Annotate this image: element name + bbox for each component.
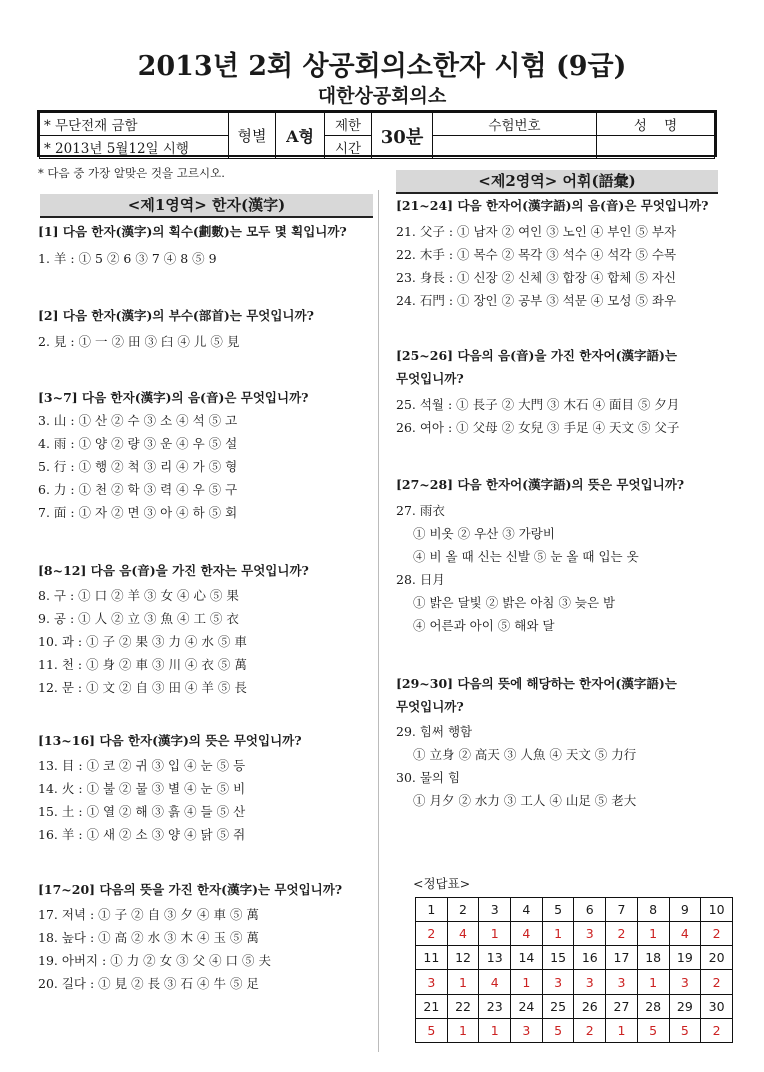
answer-number-cell: 10 bbox=[701, 898, 733, 922]
answer-value-cell: 2 bbox=[701, 970, 733, 994]
answer-number-cell: 3 bbox=[479, 898, 511, 922]
type-value: A형 bbox=[276, 113, 325, 159]
section2-heading: <제2영역> 어휘(語彙) bbox=[396, 170, 718, 194]
left-question-line: 10. 과 : ① 子 ② 果 ③ 力 ④ 水 ⑤ 車 bbox=[38, 634, 247, 649]
right-question-heading: 무엇입니까? bbox=[396, 371, 464, 386]
answer-number-cell: 23 bbox=[479, 994, 511, 1018]
answer-number-cell: 28 bbox=[637, 994, 669, 1018]
right-question-heading: [29~30] 다음의 뜻에 해당하는 한자어(漢字語)는 bbox=[396, 676, 677, 691]
left-question-heading: [13~16] 다음 한자(漢字)의 뜻은 무엇입니까? bbox=[38, 733, 302, 748]
answer-number-cell: 4 bbox=[511, 898, 543, 922]
left-question-line: 14. 火 : ① 불 ② 물 ③ 별 ④ 눈 ⑤ 비 bbox=[38, 781, 246, 796]
answer-value-cell: 5 bbox=[637, 1018, 669, 1042]
time-label-2: 시간 bbox=[325, 136, 372, 159]
answer-value-cell: 4 bbox=[511, 922, 543, 946]
right-question-line: 24. 石門 : ① 장인 ② 공부 ③ 석문 ④ 모성 ⑤ 좌우 bbox=[396, 293, 677, 308]
answer-number-cell: 20 bbox=[701, 946, 733, 970]
left-question-line: 9. 공 : ① 人 ② 立 ③ 魚 ④ 工 ⑤ 衣 bbox=[38, 611, 239, 626]
answer-number-cell: 7 bbox=[606, 898, 638, 922]
type-label: 형별 bbox=[229, 113, 276, 159]
right-question-heading: [21~24] 다음 한자어(漢字語)의 음(音)은 무엇입니까? bbox=[396, 198, 709, 213]
left-question-line: 15. 土 : ① 열 ② 해 ③ 흙 ④ 들 ⑤ 산 bbox=[38, 804, 246, 819]
time-value: 30분 bbox=[372, 113, 433, 159]
name-label: 성 명 bbox=[597, 113, 715, 136]
note-copyright: * 무단전재 금함 bbox=[40, 113, 229, 136]
answer-value-cell: 3 bbox=[574, 922, 606, 946]
answer-number-cell: 6 bbox=[574, 898, 606, 922]
left-question-line: 1. 羊 : ① 5 ② 6 ③ 7 ④ 8 ⑤ 9 bbox=[38, 251, 217, 266]
exam-number-field[interactable] bbox=[433, 136, 597, 159]
answer-number-cell: 22 bbox=[447, 994, 479, 1018]
left-question-heading: [17~20] 다음의 뜻을 가진 한자(漢字)는 무엇입니까? bbox=[38, 882, 343, 897]
left-question-line: 7. 面 : ① 자 ② 면 ③ 아 ④ 하 ⑤ 회 bbox=[38, 505, 238, 520]
answer-value-cell: 4 bbox=[447, 922, 479, 946]
left-question-heading: [3~7] 다음 한자(漢字)의 음(音)은 무엇입니까? bbox=[38, 390, 309, 405]
left-question-line: 18. 높다 : ① 高 ② 水 ③ 木 ④ 玉 ⑤ 萬 bbox=[38, 930, 259, 945]
answer-value-cell: 3 bbox=[669, 970, 701, 994]
right-question-line: ① 비옷 ② 우산 ③ 가랑비 bbox=[413, 526, 555, 541]
right-question-line: 23. 身長 : ① 신장 ② 신체 ③ 합장 ④ 합체 ⑤ 자신 bbox=[396, 270, 677, 285]
answer-number-cell: 16 bbox=[574, 946, 606, 970]
answer-key-table bbox=[415, 897, 733, 1043]
answer-value-cell: 1 bbox=[479, 922, 511, 946]
right-question-line: 21. 父子 : ① 남자 ② 여인 ③ 노인 ④ 부인 ⑤ 부자 bbox=[396, 224, 677, 239]
right-question-line: 29. 힘써 행함 bbox=[396, 724, 473, 739]
answer-number-cell: 17 bbox=[606, 946, 638, 970]
answer-number-cell: 29 bbox=[669, 994, 701, 1018]
answer-number-cell: 25 bbox=[542, 994, 574, 1018]
answer-value-cell: 3 bbox=[606, 970, 638, 994]
answer-value-cell: 3 bbox=[416, 970, 448, 994]
name-field[interactable] bbox=[597, 136, 715, 159]
answer-value-cell: 2 bbox=[574, 1018, 606, 1042]
answer-value-cell: 1 bbox=[447, 1018, 479, 1042]
column-divider bbox=[378, 190, 379, 1052]
left-question-line: 8. 구 : ① 口 ② 羊 ③ 女 ④ 心 ⑤ 果 bbox=[38, 588, 239, 603]
right-question-heading: [27~28] 다음 한자어(漢字語)의 뜻은 무엇입니까? bbox=[396, 477, 685, 492]
answer-value-cell: 3 bbox=[574, 970, 606, 994]
answer-number-cell: 18 bbox=[637, 946, 669, 970]
left-question-line: 17. 저녁 : ① 子 ② 自 ③ 夕 ④ 車 ⑤ 萬 bbox=[38, 907, 259, 922]
left-question-heading: [1] 다음 한자(漢字)의 획수(劃數)는 모두 몇 획입니까? bbox=[38, 224, 347, 239]
right-question-line: 30. 물의 힘 bbox=[396, 770, 461, 785]
answer-number-cell: 30 bbox=[701, 994, 733, 1018]
time-label-1: 제한 bbox=[325, 113, 372, 136]
left-question-line: 12. 문 : ① 文 ② 自 ③ 田 ④ 羊 ⑤ 長 bbox=[38, 680, 247, 695]
answer-value-cell: 2 bbox=[606, 922, 638, 946]
answer-key-label: <정답표> bbox=[413, 876, 471, 891]
left-question-line: 3. 山 : ① 산 ② 수 ③ 소 ④ 석 ⑤ 고 bbox=[38, 413, 238, 428]
left-question-line: 13. 目 : ① 코 ② 귀 ③ 입 ④ 눈 ⑤ 등 bbox=[38, 758, 246, 773]
answer-value-cell: 2 bbox=[701, 922, 733, 946]
answer-value-cell: 4 bbox=[479, 970, 511, 994]
right-question-line: 26. 여아 : ① 父母 ② 女兒 ③ 手足 ④ 天文 ⑤ 父子 bbox=[396, 420, 680, 435]
answer-number-cell: 8 bbox=[637, 898, 669, 922]
answer-value-cell: 3 bbox=[511, 1018, 543, 1042]
answer-value-cell: 1 bbox=[637, 970, 669, 994]
left-question-line: 20. 길다 : ① 見 ② 長 ③ 石 ④ 牛 ⑤ 足 bbox=[38, 976, 259, 991]
answer-number-cell: 24 bbox=[511, 994, 543, 1018]
answer-number-cell: 9 bbox=[669, 898, 701, 922]
answer-value-cell: 1 bbox=[479, 1018, 511, 1042]
right-question-line: ① 立身 ② 高天 ③ 人魚 ④ 天文 ⑤ 力行 bbox=[413, 747, 637, 762]
left-question-line: 6. 力 : ① 천 ② 학 ③ 력 ④ 우 ⑤ 구 bbox=[38, 482, 238, 497]
answer-number-cell: 15 bbox=[542, 946, 574, 970]
answer-value-cell: 1 bbox=[511, 970, 543, 994]
answer-value-cell: 1 bbox=[542, 922, 574, 946]
answer-value-cell: 5 bbox=[669, 1018, 701, 1042]
right-question-line: 22. 木手 : ① 목수 ② 목각 ③ 석수 ④ 석각 ⑤ 수목 bbox=[396, 247, 677, 262]
left-question-heading: [2] 다음 한자(漢字)의 부수(部首)는 무엇입니까? bbox=[38, 308, 314, 323]
answer-value-cell: 1 bbox=[447, 970, 479, 994]
right-question-line: ① 月夕 ② 水力 ③ 工人 ④ 山足 ⑤ 老大 bbox=[413, 793, 637, 808]
right-question-line: ① 밝은 달빛 ② 밝은 아침 ③ 늦은 밤 bbox=[413, 595, 616, 610]
right-question-line: ④ 비 올 때 신는 신발 ⑤ 눈 올 때 입는 옷 bbox=[413, 549, 639, 564]
answer-number-cell: 5 bbox=[542, 898, 574, 922]
right-question-line: 28. 日月 bbox=[396, 572, 445, 587]
answer-value-cell: 2 bbox=[701, 1018, 733, 1042]
answer-value-cell: 2 bbox=[416, 922, 448, 946]
right-question-heading: 무엇입니까? bbox=[396, 699, 464, 714]
answer-value-cell: 1 bbox=[637, 922, 669, 946]
left-question-line: 4. 雨 : ① 양 ② 량 ③ 운 ④ 우 ⑤ 설 bbox=[38, 436, 238, 451]
answer-value-cell: 3 bbox=[542, 970, 574, 994]
section1-heading: <제1영역> 한자(漢字) bbox=[40, 194, 373, 218]
answer-value-cell: 4 bbox=[669, 922, 701, 946]
note-date: * 2013년 5월12일 시행 bbox=[40, 136, 229, 159]
answer-number-cell: 11 bbox=[416, 946, 448, 970]
answer-number-cell: 27 bbox=[606, 994, 638, 1018]
right-question-heading: [25~26] 다음의 음(音)을 가진 한자어(漢字語)는 bbox=[396, 348, 677, 363]
answer-number-cell: 2 bbox=[447, 898, 479, 922]
left-question-line: 16. 羊 : ① 새 ② 소 ③ 양 ④ 닭 ⑤ 쥐 bbox=[38, 827, 246, 842]
answer-value-cell: 5 bbox=[542, 1018, 574, 1042]
exam-info-header bbox=[37, 110, 717, 157]
left-question-line: 5. 行 : ① 행 ② 척 ③ 리 ④ 가 ⑤ 형 bbox=[38, 459, 238, 474]
answer-number-cell: 12 bbox=[447, 946, 479, 970]
answer-number-cell: 14 bbox=[511, 946, 543, 970]
exam-number-label: 수험번호 bbox=[433, 113, 597, 136]
right-question-line: ④ 어른과 아이 ⑤ 해와 달 bbox=[413, 618, 555, 633]
answer-number-cell: 26 bbox=[574, 994, 606, 1018]
answer-number-cell: 1 bbox=[416, 898, 448, 922]
answer-value-cell: 1 bbox=[606, 1018, 638, 1042]
answer-number-cell: 19 bbox=[669, 946, 701, 970]
instruction-text: * 다음 중 가장 알맞은 것을 고르시오. bbox=[38, 166, 225, 180]
left-question-line: 2. 見 : ① 一 ② 田 ③ 臼 ④ 儿 ⑤ 見 bbox=[38, 334, 240, 349]
page-subtitle: 대한상공회의소 bbox=[317, 85, 447, 107]
right-question-line: 25. 석월 : ① 長子 ② 大門 ③ 木石 ④ 面目 ⑤ 夕月 bbox=[396, 397, 680, 412]
page-title: 2013년 2회 상공회의소한자 시험 (9급) bbox=[137, 51, 627, 82]
right-question-line: 27. 雨衣 bbox=[396, 503, 445, 518]
answer-value-cell: 5 bbox=[416, 1018, 448, 1042]
left-question-heading: [8~12] 다음 음(音)을 가진 한자는 무엇입니까? bbox=[38, 563, 309, 578]
left-question-line: 11. 천 : ① 身 ② 車 ③ 川 ④ 衣 ⑤ 萬 bbox=[38, 657, 247, 672]
answer-number-cell: 21 bbox=[416, 994, 448, 1018]
left-question-line: 19. 아버지 : ① 力 ② 女 ③ 父 ④ 口 ⑤ 夫 bbox=[38, 953, 271, 968]
answer-number-cell: 13 bbox=[479, 946, 511, 970]
